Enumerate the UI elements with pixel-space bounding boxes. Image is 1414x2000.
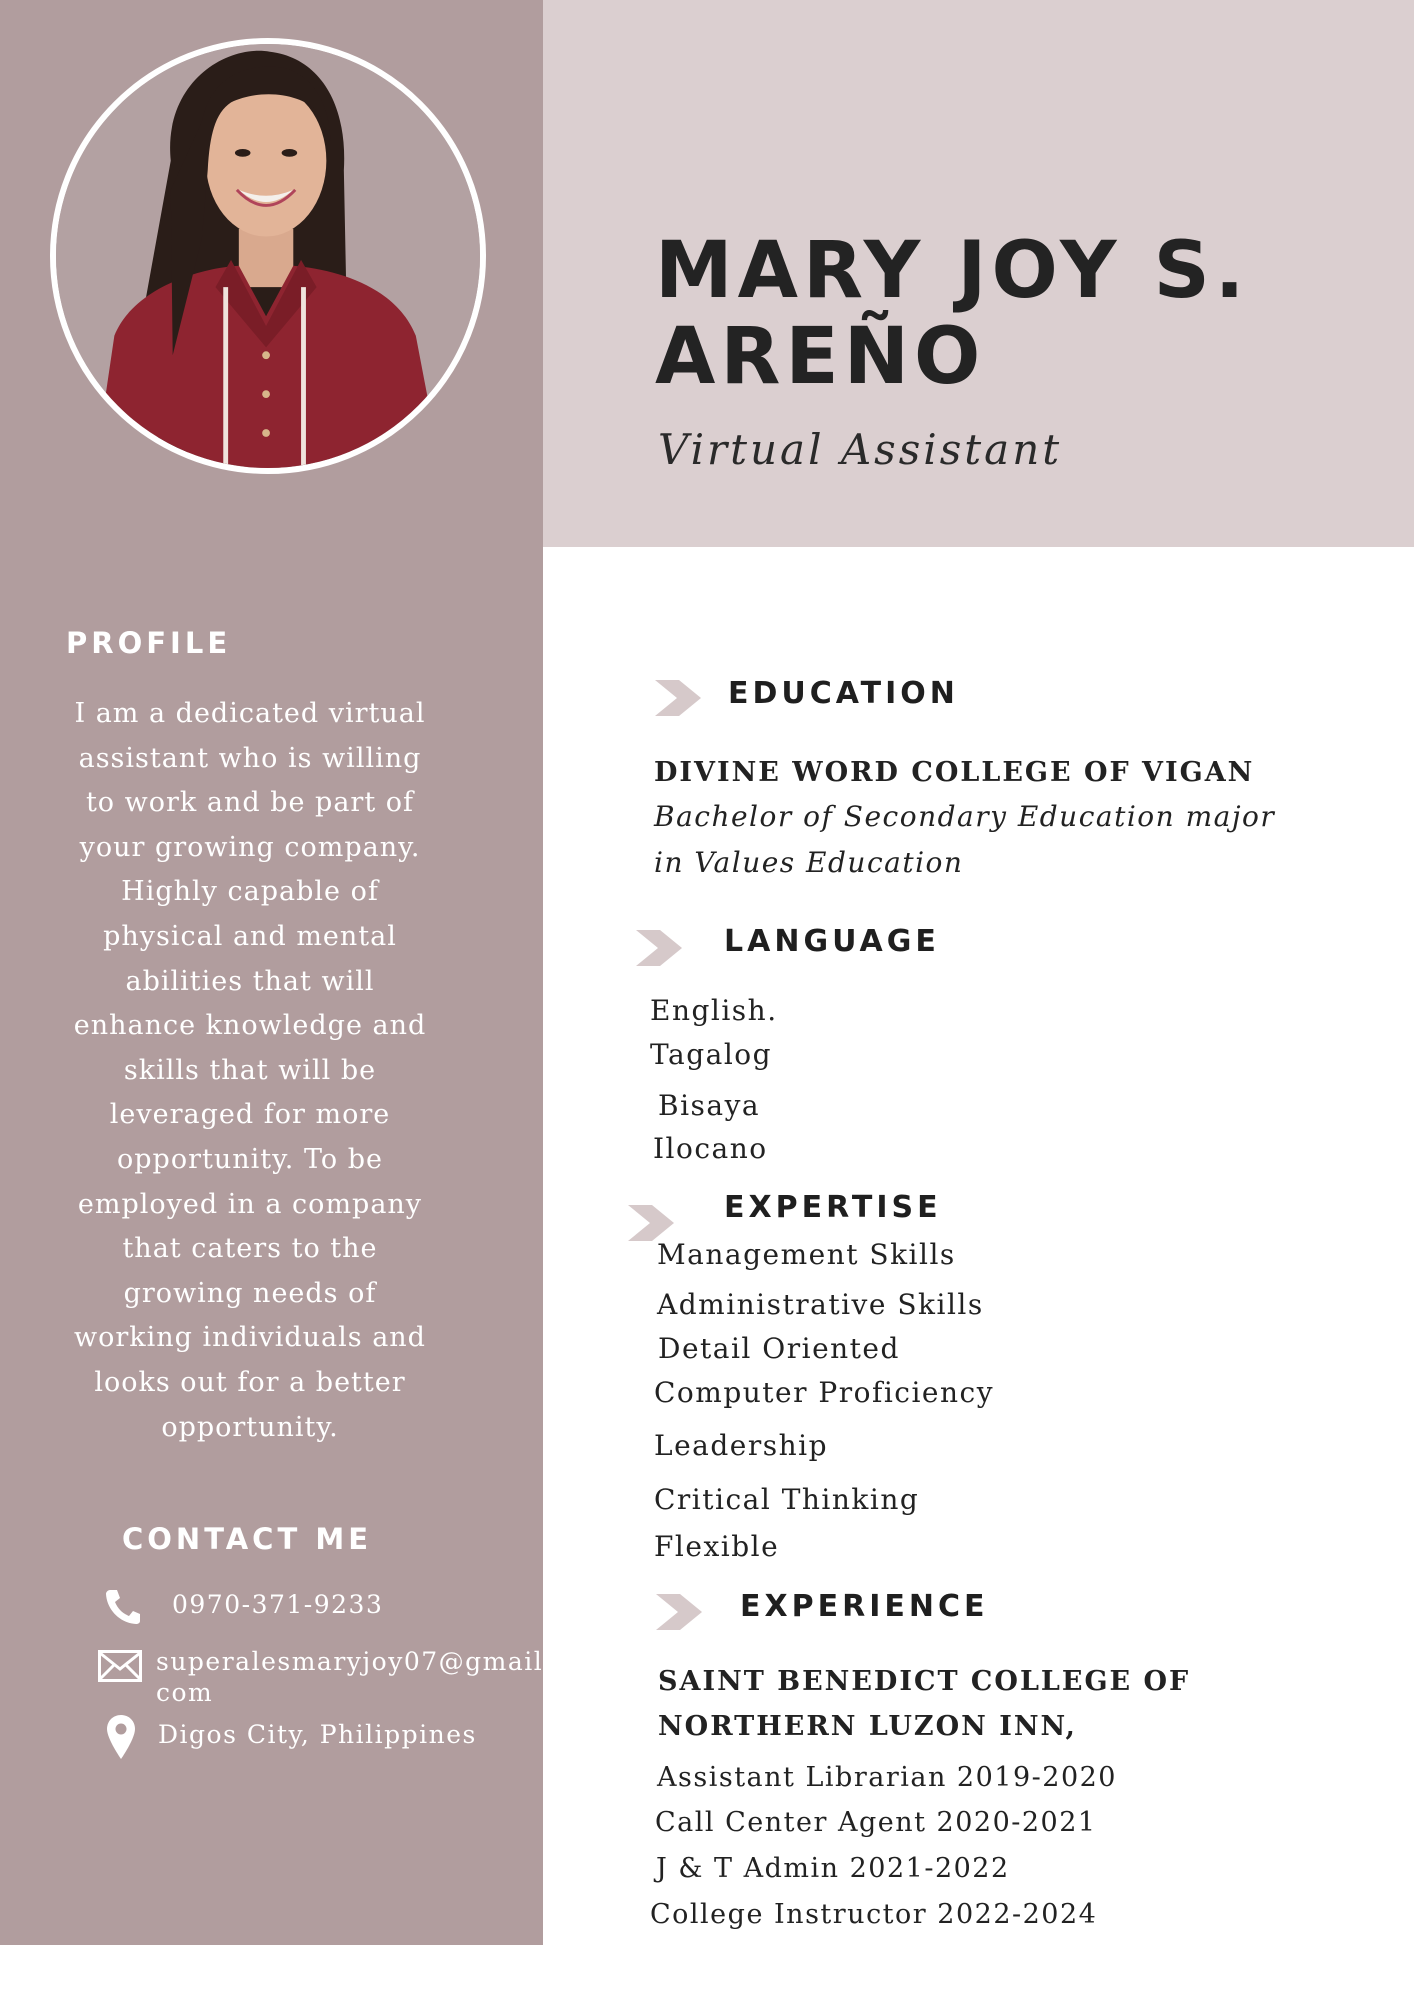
experience-item: Assistant Librarian 2019-2020 [657, 1762, 1117, 1793]
profile-line: employed in a company [77, 1188, 423, 1220]
profile-line: looks out for a better [94, 1366, 406, 1398]
profile-line: I am a dedicated virtual [74, 698, 426, 729]
language-item: Ilocano [653, 1132, 768, 1165]
language-item: Tagalog [650, 1038, 773, 1071]
contact-email [98, 1646, 553, 1708]
profile-line: Highly capable of [121, 876, 379, 908]
experience-heading: EXPERIENCE [740, 1589, 989, 1624]
name-line-2: AREÑO [655, 312, 986, 402]
profile-line: growing needs of [123, 1277, 377, 1309]
profile-summary [60, 692, 440, 1450]
phone-number: 0970-371-9233 [172, 1590, 384, 1619]
contact-heading: CONTACT ME [122, 1522, 373, 1556]
expertise-item: Critical Thinking [654, 1483, 920, 1516]
expertise-item: Leadership [654, 1429, 829, 1462]
profile-heading: PROFILE [66, 626, 232, 660]
language-heading: LANGUAGE [724, 924, 940, 959]
email-line-1: superalesmaryjoy07@gmail. [156, 1647, 553, 1676]
location-pin-icon [106, 1714, 136, 1760]
mail-icon [98, 1650, 142, 1682]
profile-line: abilities that will [125, 965, 375, 997]
expertise-item: Flexible [654, 1530, 780, 1563]
expertise-item: Management Skills [657, 1238, 956, 1271]
profile-line: opportunity. To be [117, 1143, 383, 1175]
profile-line: physical and mental [103, 920, 397, 952]
profile-photo [50, 38, 486, 474]
contact-location [106, 1714, 477, 1760]
language-item: English. [650, 994, 778, 1027]
experience-item: J & T Admin 2021-2022 [656, 1853, 1010, 1884]
experience-org-line-1: SAINT BENEDICT COLLEGE OF [658, 1666, 1191, 1697]
education-school: DIVINE WORD COLLEGE OF VIGAN [654, 757, 1255, 788]
contact-phone [104, 1588, 383, 1624]
expertise-item: Computer Proficiency [654, 1376, 995, 1409]
experience-org-line-2: NORTHERN LUZON INN, [658, 1711, 1077, 1742]
experience-item: College Instructor 2022-2024 [650, 1899, 1098, 1930]
email-address [156, 1646, 553, 1708]
profile-line: working individuals and [74, 1322, 426, 1354]
profile-line: leveraged for more [109, 1099, 391, 1131]
education-degree-line-1: Bachelor of Secondary Education major [654, 800, 1276, 833]
expertise-heading: EXPERTISE [724, 1190, 942, 1225]
expertise-item: Detail Oriented [658, 1332, 900, 1365]
chevron-right-icon [636, 930, 682, 966]
chevron-right-icon [656, 1594, 702, 1630]
education-heading: EDUCATION [728, 676, 959, 711]
location-text: Digos City, Philippines [158, 1720, 477, 1749]
education-degree-line-2: in Values Education [654, 846, 964, 879]
email-line-2: com [156, 1678, 214, 1707]
job-title: Virtual Assistant [658, 425, 1063, 474]
profile-line: assistant who is willing [78, 742, 422, 774]
phone-icon [104, 1588, 142, 1624]
chevron-right-icon [655, 680, 701, 716]
portrait-photo-icon [56, 44, 480, 468]
profile-line: that caters to the [122, 1233, 378, 1265]
profile-line: to work and be part of [85, 787, 415, 819]
profile-line: your growing company. [79, 831, 421, 863]
profile-line: opportunity. [161, 1411, 339, 1443]
language-item: Bisaya [658, 1089, 761, 1122]
experience-item: Call Center Agent 2020-2021 [655, 1807, 1097, 1838]
full-name [655, 228, 1375, 400]
name-line-1: MARY JOY S. [655, 226, 1250, 316]
chevron-right-icon [628, 1205, 674, 1241]
expertise-item: Administrative Skills [657, 1288, 984, 1321]
profile-line: enhance knowledge and [73, 1010, 427, 1042]
profile-line: skills that will be [123, 1054, 377, 1086]
